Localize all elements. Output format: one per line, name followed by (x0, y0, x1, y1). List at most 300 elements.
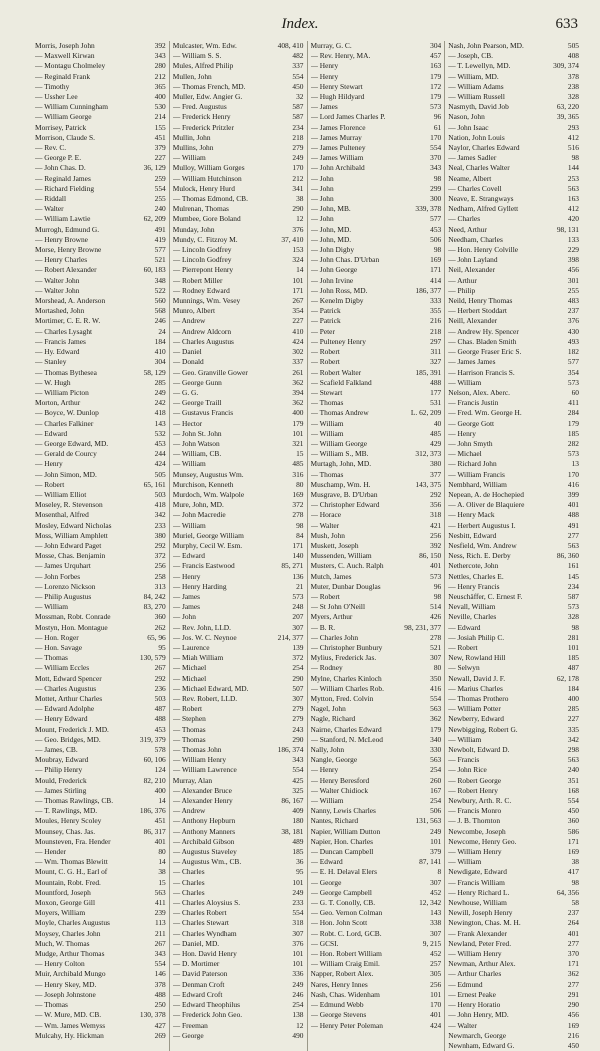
index-entry (173, 72, 304, 82)
entry-pages: 65, 96 (147, 632, 166, 642)
index-entry (173, 316, 304, 326)
entry-name: Newmarch, George (448, 1030, 506, 1040)
entry-name: — William S. S. (172, 51, 222, 61)
entry-pages: 408 (567, 51, 579, 61)
entry-pages: 167 (430, 785, 442, 795)
entry-name: — John Layland (448, 255, 498, 265)
entry-name: — George (310, 877, 342, 887)
index-entry (173, 531, 304, 541)
entry-name: — G. G. (172, 387, 199, 397)
index-entry (311, 51, 442, 61)
index-entry (173, 429, 304, 439)
entry-pages: 573 (567, 377, 579, 387)
entry-name: Need, Arthur (448, 224, 487, 234)
entry-pages: 101 (567, 642, 579, 652)
index-entry (173, 153, 304, 163)
index-entry (448, 827, 579, 837)
entry-pages: 563 (567, 755, 579, 765)
entry-pages: 573 (567, 602, 579, 612)
entry-pages: 185 (567, 653, 579, 663)
index-entry (35, 572, 166, 582)
index-entry (311, 908, 442, 918)
entry-pages: 113 (154, 918, 166, 928)
entry-name: — T. Rawlings, MD. (35, 806, 98, 816)
entry-name: — William Henry (172, 755, 227, 765)
entry-pages: 101 (292, 877, 304, 887)
index-entry (173, 765, 304, 775)
entry-name: — Thomas Prothero (448, 694, 509, 703)
index-entry (448, 225, 579, 235)
entry-name: — Augustus Wm., CB. (172, 857, 242, 867)
entry-pages: 297 (430, 336, 442, 346)
entry-pages: 240 (567, 765, 579, 775)
index-entry (35, 541, 166, 551)
index-entry (448, 378, 579, 388)
entry-pages: 60, 106 (143, 755, 166, 765)
entry-name: — Edmund Webb (310, 1000, 364, 1010)
index-entry (311, 163, 442, 173)
index-entry (173, 123, 304, 133)
index-entry (448, 316, 579, 326)
index-entry (448, 725, 579, 735)
entry-name: — Pierrepont Henry (172, 265, 234, 275)
entry-pages: 290 (567, 1000, 579, 1010)
index-entry (173, 816, 304, 826)
index-entry (35, 551, 166, 561)
entry-name: Neuschäffer, C. Ernest F. (448, 591, 523, 601)
entry-name: — Thomas (35, 1000, 68, 1010)
entry-name: Mulloy, William Gorges (172, 163, 245, 173)
entry-name: — Frederick John Geo. (172, 1010, 243, 1020)
entry-name: — Charles Falkiner (35, 418, 94, 428)
entry-pages: 290 (292, 734, 304, 744)
index-entry (448, 561, 579, 571)
entry-name: Newbigging, Robert G. (448, 724, 518, 734)
entry-name: — Henry Stewart (310, 81, 363, 91)
index-entry (448, 337, 579, 347)
entry-name: — Hender (35, 847, 66, 857)
index-entry (448, 1010, 579, 1020)
entry-name: Mostyn, Hon. Montague (35, 622, 108, 632)
entry-pages: 554 (154, 959, 166, 969)
entry-name: — John Henry, MD. (448, 1010, 509, 1020)
index-entry (35, 827, 166, 837)
entry-name: — Reginald Frank (35, 71, 91, 81)
index-entry (35, 500, 166, 510)
entry-pages: 587 (567, 591, 579, 601)
index-entry (311, 459, 442, 469)
entry-pages: 304 (430, 41, 442, 50)
entry-name: — William (172, 459, 206, 469)
entry-pages: 14 (158, 857, 166, 867)
index-entry (311, 296, 442, 306)
index-entry (35, 174, 166, 184)
index-entry (35, 419, 166, 429)
entry-pages: 277 (567, 530, 579, 540)
index-entry (35, 806, 166, 816)
entry-name: — Hon. David Henry (172, 949, 237, 959)
entry-pages: 376 (292, 224, 304, 234)
index-entry (311, 225, 442, 235)
entry-pages: 453 (154, 438, 166, 448)
entry-pages: 246 (292, 989, 304, 999)
entry-name: — John (172, 612, 196, 622)
index-entry (448, 214, 579, 224)
entry-name: — Marius Charles (448, 683, 503, 693)
index-entry (448, 1031, 579, 1041)
entry-name: — Henry Mack (448, 510, 495, 520)
entry-pages: 186, 376 (139, 806, 166, 816)
entry-name: — T. Lewellyn, MD. (448, 61, 511, 71)
index-entry (35, 582, 166, 592)
entry-name: Nally, John (310, 745, 345, 755)
entry-pages: 417 (567, 867, 579, 877)
entry-name: — George Fraser Eric S. (448, 347, 522, 357)
entry-name: Nembhard, William (448, 479, 507, 489)
index-entry (173, 51, 304, 61)
entry-pages: 418 (154, 500, 166, 510)
entry-pages: 249 (430, 826, 442, 836)
entry-pages: 15 (296, 449, 304, 459)
entry-name: Muter, Dunbar Douglas (310, 581, 381, 591)
entry-name: — Henry Edward (35, 714, 88, 724)
index-entry (448, 163, 579, 173)
entry-pages: 254 (292, 1000, 304, 1010)
entry-pages: 87, 141 (419, 857, 442, 867)
index-entry (311, 102, 442, 112)
entry-pages: 98 (433, 591, 442, 601)
entry-pages: 307 (430, 877, 442, 887)
index-entry (448, 969, 579, 979)
entry-name: — George Edward, MD. (35, 438, 109, 448)
entry-pages: 259 (154, 173, 166, 183)
entry-pages: 521 (154, 255, 166, 265)
entry-pages: 62, 209 (143, 214, 166, 224)
index-entry (35, 623, 166, 633)
entry-pages: 554 (154, 183, 166, 193)
entry-name: — Charles (172, 887, 205, 897)
index-entry (173, 61, 304, 71)
entry-name: — Chas. Bladen Smith (448, 336, 517, 346)
entry-name: — Rev. John, LLD. (172, 622, 231, 632)
entry-pages: 80 (158, 847, 166, 857)
entry-name: Newcome, Henry Geo. (448, 836, 517, 846)
index-entry (448, 612, 579, 622)
entry-pages: 278 (430, 632, 442, 642)
index-entry (35, 265, 166, 275)
entry-pages: 269 (154, 1030, 166, 1040)
index-entry (448, 653, 579, 663)
entry-pages: 342 (154, 510, 166, 520)
index-entry (35, 878, 166, 888)
entry-pages: 426 (430, 612, 442, 622)
entry-pages: 341 (292, 183, 304, 193)
index-entry (173, 561, 304, 571)
entry-name: — Daniel (172, 347, 202, 357)
entry-name: — Andrew Aldcorn (172, 326, 232, 336)
entry-name: Napper, Robert Alex. (310, 969, 374, 979)
index-entry (173, 551, 304, 561)
index-entry (448, 470, 579, 480)
entry-pages: 577 (567, 357, 579, 367)
entry-pages: 313 (154, 581, 166, 591)
entry-pages: 563 (567, 540, 579, 550)
index-column (169, 41, 307, 1051)
entry-name: — Henry (448, 428, 476, 438)
entry-pages: 554 (567, 796, 579, 806)
entry-name: Newman, Arthur Alex. (448, 959, 516, 969)
index-entry (448, 837, 579, 847)
index-entry (448, 755, 579, 765)
index-entry (173, 82, 304, 92)
index-entry (173, 694, 304, 704)
entry-pages: 169 (567, 847, 579, 857)
index-entry (35, 225, 166, 235)
entry-pages: 249 (292, 153, 304, 163)
entry-pages: 430 (567, 326, 579, 336)
index-entry (311, 204, 442, 214)
index-entry (448, 245, 579, 255)
entry-pages: 427 (154, 1020, 166, 1030)
entry-pages: 377 (430, 469, 442, 479)
entry-name: — Andrew (172, 806, 206, 816)
entry-name: — Francis Monro (448, 806, 502, 816)
index-entry (173, 714, 304, 724)
entry-name: Napier, Hon. Charles (310, 836, 374, 846)
index-entry (448, 623, 579, 633)
entry-name: — Rodney (310, 663, 343, 673)
entry-pages: 290 (292, 204, 304, 214)
entry-pages: 279 (292, 704, 304, 714)
entry-pages: 307 (430, 653, 442, 663)
entry-name: — William (172, 520, 206, 530)
index-entry (35, 816, 166, 826)
entry-name: — Stewart (310, 387, 343, 397)
index-entry (448, 857, 579, 867)
index-entry (35, 459, 166, 469)
entry-name: — Lincoln Godfrey (172, 255, 232, 265)
entry-name: — John Simon, MD. (35, 469, 97, 479)
entry-name: Neave, E. Strangways (448, 194, 514, 204)
entry-name: — Francis (448, 755, 480, 765)
entry-pages: 280 (154, 61, 166, 71)
entry-name: — Horace (310, 510, 342, 520)
index-entry (35, 347, 166, 357)
entry-pages: 254 (430, 796, 442, 806)
entry-pages: 279 (292, 714, 304, 724)
entry-name: — George (172, 1030, 204, 1040)
entry-pages: 170 (567, 469, 579, 479)
entry-name: Moxon, George Gill (35, 898, 96, 908)
entry-name: — Charles Augustus (35, 683, 97, 693)
entry-pages: 450 (567, 806, 579, 816)
index-entry (311, 714, 442, 724)
index-entry (173, 255, 304, 265)
index-entry (448, 357, 579, 367)
entry-pages: 249 (292, 887, 304, 897)
index-entry (448, 684, 579, 694)
index-entry (35, 786, 166, 796)
index-entry (311, 847, 442, 857)
index-entry (35, 337, 166, 347)
entry-pages: 362 (430, 714, 442, 724)
entry-name: — William, MD. (448, 71, 499, 81)
entry-name: — William Adams (448, 81, 504, 91)
entry-pages: 452 (430, 949, 442, 959)
entry-name: — Denman Croft (172, 979, 225, 989)
entry-pages: 101 (292, 959, 304, 969)
index-entry (35, 286, 166, 296)
entry-pages: 516 (567, 143, 579, 153)
entry-name: — Walter (448, 1020, 477, 1030)
entry-pages: 98 (296, 520, 304, 530)
entry-pages: 98 (571, 877, 579, 887)
entry-name: — Hon. John Scott (310, 918, 368, 928)
entry-pages: 139 (292, 642, 304, 652)
entry-name: — John Irvine (310, 275, 354, 285)
entry-pages: 394 (292, 387, 304, 397)
entry-pages: 311 (430, 347, 442, 357)
entry-name: — Ernest Peake (448, 989, 496, 999)
entry-name: Mountain, Robt. Fred. (35, 877, 101, 887)
entry-name: Mortashed, John (35, 306, 85, 316)
entry-pages: 254 (430, 765, 442, 775)
entry-name: — Geo. Vernon Colman (310, 908, 383, 918)
entry-pages: 378 (154, 979, 166, 989)
entry-pages: 180 (292, 816, 304, 826)
index-entry (173, 847, 304, 857)
index-entry (311, 674, 442, 684)
entry-name: — Robert (310, 591, 340, 601)
entry-name: Moules, Henry Scoley (35, 816, 102, 826)
entry-pages: 80 (296, 479, 304, 489)
index-entry (35, 1010, 166, 1020)
index-entry (35, 561, 166, 571)
entry-pages: 143, 375 (415, 479, 442, 489)
entry-name: — Riddall (35, 194, 66, 204)
index-entry (448, 1021, 579, 1031)
entry-pages: 453 (154, 724, 166, 734)
index-entry (448, 419, 579, 429)
entry-pages: 136 (292, 571, 304, 581)
entry-pages: 506 (430, 234, 442, 244)
entry-pages: 238 (567, 81, 579, 91)
entry-pages: 212 (292, 173, 304, 183)
index-entry (35, 235, 166, 245)
index-entry (173, 490, 304, 500)
entry-pages: 327 (430, 357, 442, 367)
index-entry (173, 112, 304, 122)
entry-name: — Robert Alexander (35, 265, 97, 275)
entry-name: Newbolt, Edward D. (448, 745, 510, 755)
entry-pages: 304 (154, 357, 166, 367)
entry-pages: 554 (430, 143, 442, 153)
entry-pages: 249 (154, 387, 166, 397)
entry-pages: 255 (567, 285, 579, 295)
index-entry (35, 714, 166, 724)
entry-name: Nevall, William (448, 602, 496, 612)
index-entry (173, 276, 304, 286)
index-entry (173, 41, 304, 51)
entry-pages: 86, 167 (281, 796, 304, 806)
index-entry (35, 296, 166, 306)
entry-name: Musgrave, B. D'Urban (310, 489, 378, 499)
entry-name: — William Elliot (35, 489, 87, 499)
entry-name: — Henry (310, 765, 339, 775)
entry-name: — William Charles Rob. (310, 683, 384, 693)
entry-name: — Edward Theophilus (172, 1000, 240, 1010)
index-entry (448, 204, 579, 214)
entry-name: — Edward Adolphe (35, 704, 95, 714)
entry-name: — Hon. Henry Colville (448, 245, 519, 255)
entry-name: Needham, Charles (448, 234, 503, 244)
entry-name: — Geo. Bridges, MD. (35, 734, 101, 744)
index-entry (173, 459, 304, 469)
entry-pages: 86, 317 (143, 826, 166, 836)
entry-name: — Robert (310, 357, 340, 367)
index-entry (311, 214, 442, 224)
index-entry (173, 1031, 304, 1041)
entry-name: Nepean, A. de Hochepied (448, 489, 524, 499)
entry-name: — Rev. C. (35, 143, 67, 153)
index-entry (35, 969, 166, 979)
entry-name: Moseley, R. Stevenson (35, 500, 103, 510)
entry-pages: 130, 579 (139, 653, 166, 663)
entry-pages: 300 (430, 194, 442, 204)
entry-name: — Peter (310, 326, 335, 336)
entry-pages: 505 (567, 41, 579, 50)
entry-pages: 563 (154, 887, 166, 897)
entry-pages: 277 (567, 979, 579, 989)
index-entry (35, 163, 166, 173)
entry-name: Mytton, Fred. Colvin (310, 694, 374, 703)
entry-pages: 98 (571, 153, 579, 163)
index-entry (311, 500, 442, 510)
entry-name: — D. Mortimer (172, 959, 220, 969)
entry-name: Mundy, C. Fitzroy M. (172, 234, 238, 244)
entry-pages: 354 (567, 367, 579, 377)
entry-name: — Charles Augustus (172, 336, 234, 346)
entry-pages: 577 (154, 245, 166, 255)
entry-name: Nagel, John (310, 704, 346, 714)
entry-name: — William (310, 428, 344, 438)
entry-name: — Joseph, CB. (448, 51, 494, 61)
entry-pages: 124 (154, 765, 166, 775)
entry-name: Mules, Alfred Philip (172, 61, 234, 71)
index-entry (311, 531, 442, 541)
index-entry (448, 265, 579, 275)
entry-pages: 239 (154, 908, 166, 918)
index-entry (35, 735, 166, 745)
entry-name: Munday, John (172, 224, 215, 234)
entry-name: — Jos. W. C. Neynoe (172, 632, 237, 642)
index-entry (448, 551, 579, 561)
entry-name: — GCSI. (310, 938, 339, 948)
entry-name: Musters, C. Auch. Ralph (310, 561, 384, 571)
index-entry (173, 623, 304, 633)
index-entry (448, 990, 579, 1000)
entry-pages: 80 (433, 663, 442, 673)
entry-pages: 291 (567, 989, 579, 999)
entry-pages: 14 (158, 796, 166, 806)
entry-name: — W. Hugh (35, 377, 71, 387)
entry-pages: 573 (430, 571, 442, 581)
index-entry (35, 429, 166, 439)
entry-pages: 145 (567, 571, 579, 581)
entry-name: Moyle, Charles Augustus (35, 918, 110, 928)
index-entry (311, 561, 442, 571)
index-entry (448, 276, 579, 286)
